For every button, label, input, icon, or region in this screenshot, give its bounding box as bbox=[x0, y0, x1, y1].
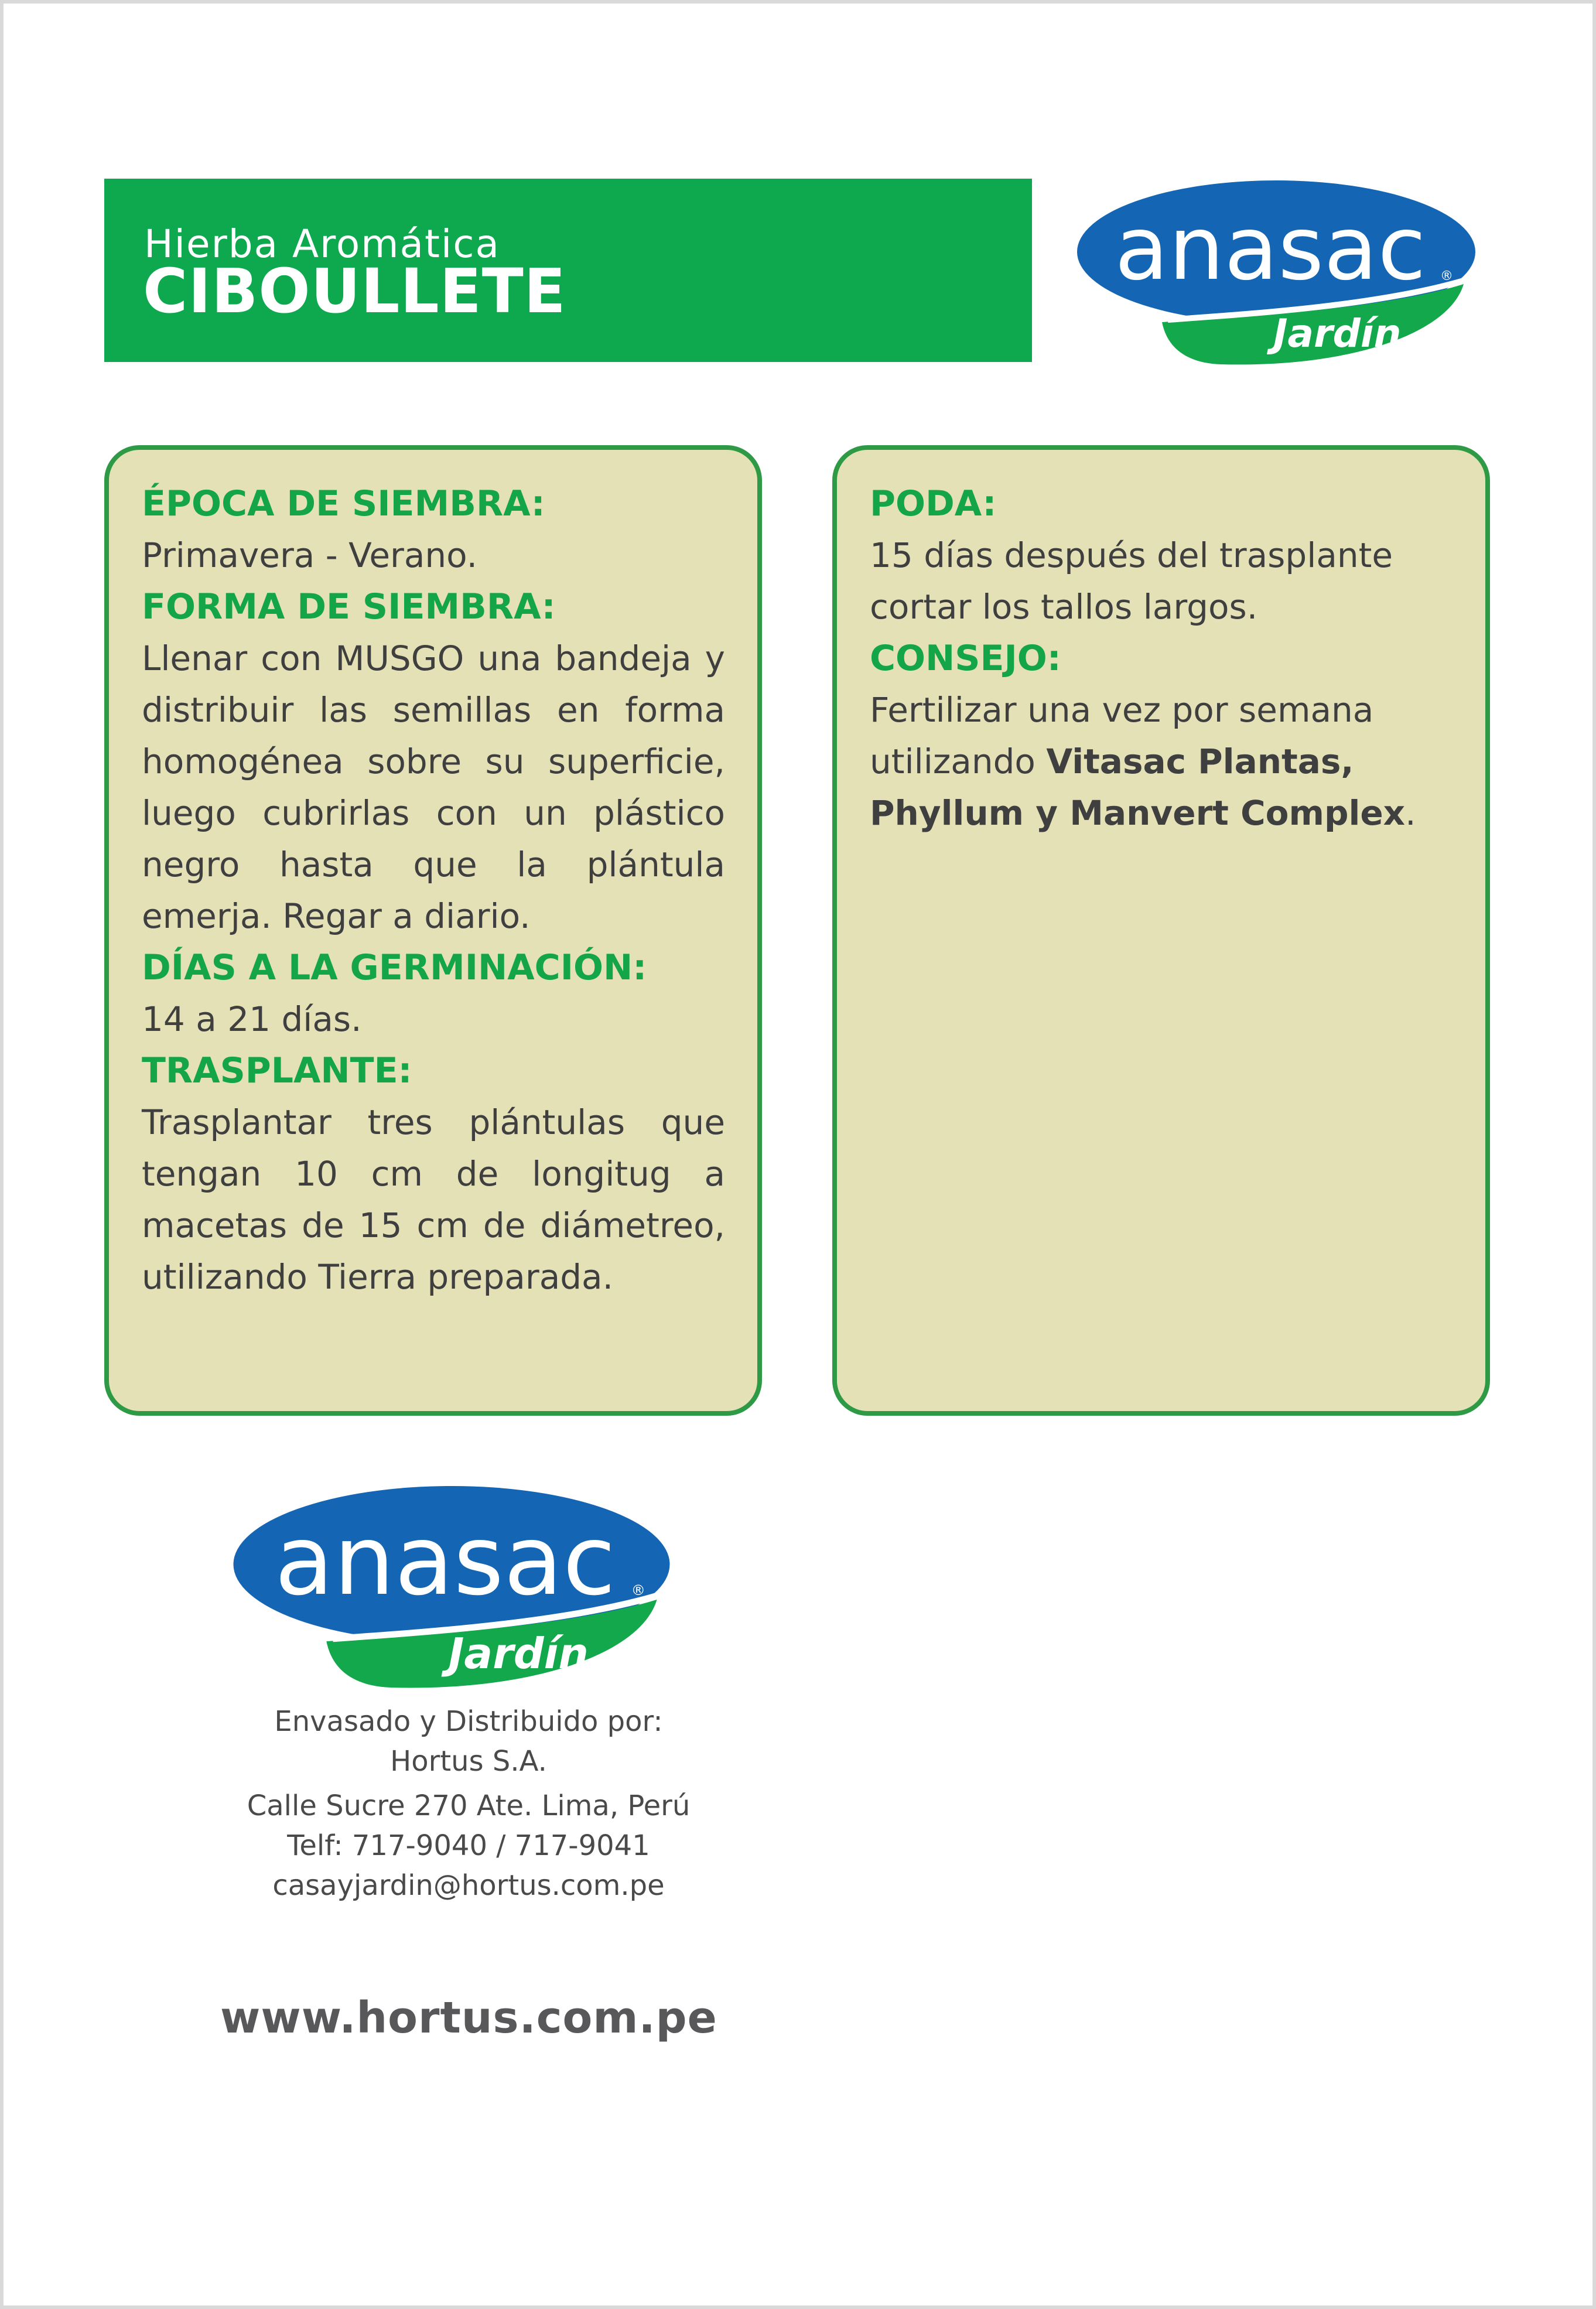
logo-wordmark: anasac bbox=[274, 1504, 616, 1617]
anasac-jardin-logo-icon bbox=[1074, 176, 1478, 369]
care-info-box bbox=[832, 445, 1490, 1416]
advice-products-1: Vitasac Plantas, bbox=[1046, 742, 1354, 781]
logo-registered: ® bbox=[631, 1582, 645, 1599]
logo-wordmark: anasac bbox=[1115, 198, 1426, 300]
advice-heading: CONSEJO: bbox=[870, 638, 1061, 679]
transplant-heading: TRASPLANTE: bbox=[142, 1050, 412, 1091]
logo-tagline: Jardín bbox=[448, 1630, 589, 1679]
product-title: CIBOULLETE bbox=[143, 255, 566, 327]
sowing-season-heading: ÉPOCA DE SIEMBRA: bbox=[142, 483, 545, 524]
distributor-info bbox=[176, 1702, 761, 1905]
sowing-info-content bbox=[142, 478, 725, 1303]
germination-days-text: 14 a 21 días. bbox=[142, 999, 362, 1039]
website-link[interactable]: www.hortus.com.pe bbox=[220, 1993, 717, 2043]
distributor-label: Envasado y Distribuido por: bbox=[274, 1705, 663, 1738]
pruning-heading: PODA: bbox=[870, 483, 997, 524]
anasac-jardin-logo-footer bbox=[230, 1481, 673, 1693]
advice-products-2: Phyllum y Manvert Complex bbox=[870, 793, 1406, 833]
advice-text-start: Fertilizar una vez por semana utilizando bbox=[870, 690, 1374, 781]
advice-text bbox=[870, 684, 1453, 839]
pruning-text: 15 días después del trasplante cortar los tallos largos. bbox=[870, 535, 1393, 627]
company-address: Calle Sucre 270 Ate. Lima, Perú bbox=[247, 1789, 691, 1822]
company-phone: Telf: 717-9040 / 717-9041 bbox=[287, 1829, 650, 1862]
sowing-method-heading: FORMA DE SIEMBRA: bbox=[142, 586, 556, 627]
anasac-jardin-logo-footer-icon bbox=[230, 1481, 673, 1693]
logo-tagline: Jardín bbox=[1273, 311, 1402, 356]
title-band bbox=[104, 179, 1032, 362]
company-name: Hortus S.A. bbox=[390, 1745, 547, 1778]
sowing-info-box bbox=[104, 445, 762, 1416]
care-info-content bbox=[870, 478, 1453, 839]
germination-days-heading: DÍAS A LA GERMINACIÓN: bbox=[142, 947, 647, 988]
advice-text-end: . bbox=[1405, 793, 1416, 833]
sowing-method-text: Llenar con MUSGO una bandeja y distribuir las semillas en forma homogénea sobre su superficie, luego cubrirlas con un plástico negro hasta que la plántula emerja. Regar a diario. bbox=[142, 638, 725, 936]
company-email: casayjardin@hortus.com.pe bbox=[272, 1869, 665, 1902]
anasac-jardin-logo bbox=[1074, 176, 1478, 369]
logo-registered: ® bbox=[1440, 269, 1453, 283]
transplant-text: Trasplantar tres plántulas que tengan 10 cm de longitug a macetas de 15 cm de diámetreo, utilizando Tierra preparada. bbox=[142, 1102, 725, 1297]
product-category: Hierba Aromática bbox=[144, 221, 500, 267]
sowing-season-text: Primavera - Verano. bbox=[142, 535, 478, 575]
